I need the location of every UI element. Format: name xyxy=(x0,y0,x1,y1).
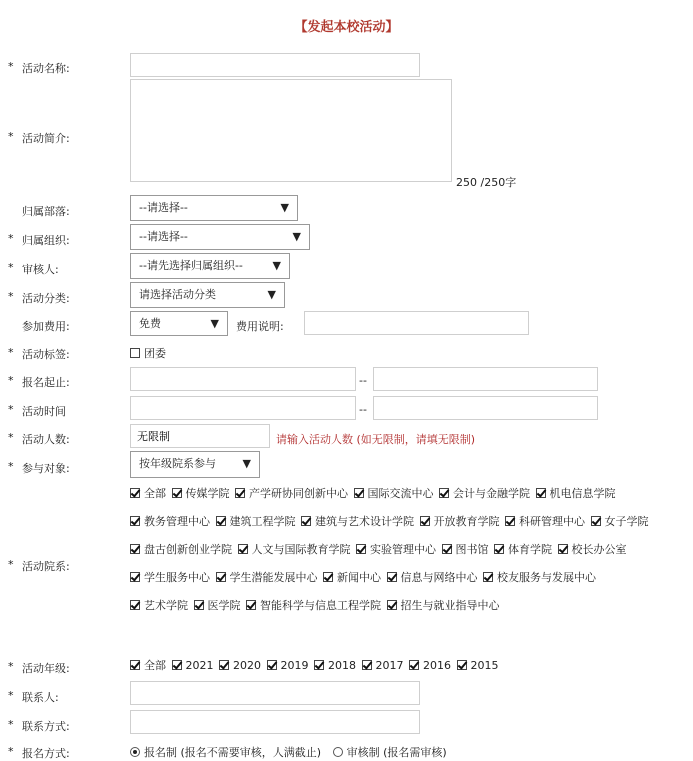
college-checkbox-label: 全部 xyxy=(144,487,166,500)
checkbox-checked-icon xyxy=(591,516,601,526)
label-department: 归属部落: xyxy=(22,205,70,218)
label-participant-count: 活动人数: xyxy=(22,433,70,446)
college-checkbox-item[interactable] xyxy=(130,571,210,584)
college-checkbox-item[interactable] xyxy=(246,599,381,612)
college-checkbox-item[interactable] xyxy=(216,571,318,584)
college-checkbox-item[interactable] xyxy=(172,487,230,500)
label-colleges: 活动院系: xyxy=(22,560,70,573)
checkbox-checked-icon xyxy=(130,488,140,498)
fee-select-value: 免费 xyxy=(139,317,161,330)
college-checkbox-label: 智能科学与信息工程学院 xyxy=(260,599,381,612)
college-checkbox-item[interactable] xyxy=(494,543,552,556)
reviewer-select-value: --请先选择归属组织-- xyxy=(139,259,243,272)
college-checkbox-item[interactable] xyxy=(130,487,166,500)
checkbox-checked-icon xyxy=(314,660,324,670)
triangle-down-icon: ▼ xyxy=(242,457,251,470)
activity-end-input[interactable] xyxy=(373,396,598,420)
label-organization: 归属组织: xyxy=(22,234,70,247)
college-checkbox-item[interactable] xyxy=(483,571,596,584)
activity-name-input[interactable] xyxy=(130,53,420,77)
college-checkbox-label: 教务管理中心 xyxy=(144,515,210,528)
required-star: * xyxy=(8,660,14,673)
label-activity-intro: 活动简介: xyxy=(22,132,70,145)
grade-checkbox-item[interactable] xyxy=(314,659,356,672)
college-checkbox-item[interactable] xyxy=(505,515,585,528)
target-select[interactable] xyxy=(130,451,260,478)
college-checkbox-label: 建筑工程学院 xyxy=(229,515,296,528)
grade-checkbox-label: 2018 xyxy=(328,659,356,672)
grade-checkbox-label: 2017 xyxy=(375,659,404,672)
required-star: * xyxy=(8,346,14,359)
participant-count-input[interactable] xyxy=(130,424,270,448)
required-star: * xyxy=(8,431,14,444)
college-checkbox-item[interactable] xyxy=(387,571,478,584)
college-checkbox-label: 校友服务与发展中心 xyxy=(497,571,596,584)
label-grades: 活动年级: xyxy=(22,662,70,675)
range-separator: -- xyxy=(359,403,367,416)
college-checkbox-label: 产学研协同创新中心 xyxy=(249,487,348,500)
grade-checkbox-item[interactable] xyxy=(362,659,404,672)
radio-option-enroll[interactable] xyxy=(130,746,321,759)
grade-checkbox-label: 2020 xyxy=(233,659,261,672)
college-checkbox-item[interactable] xyxy=(238,543,351,556)
college-checkbox-label: 艺术学院 xyxy=(144,599,188,612)
grade-checkbox-item[interactable] xyxy=(219,659,261,672)
required-star: * xyxy=(8,60,14,73)
checkbox-checked-icon xyxy=(420,516,430,526)
required-star: * xyxy=(8,718,14,731)
required-star: * xyxy=(8,558,14,571)
college-checkbox-item[interactable] xyxy=(130,543,232,556)
label-fee-note: 费用说明: xyxy=(236,320,284,333)
college-checkbox-label: 体育学院 xyxy=(508,543,552,556)
label-fee: 参加费用: xyxy=(22,320,70,333)
college-checkbox-item[interactable] xyxy=(536,487,616,500)
range-separator: -- xyxy=(359,374,367,387)
department-select[interactable] xyxy=(130,195,298,221)
category-select[interactable] xyxy=(130,282,285,308)
required-star: * xyxy=(8,130,14,143)
label-signup-period: 报名起止: xyxy=(22,376,70,389)
checkbox-checked-icon xyxy=(216,516,226,526)
grade-checkbox-label: 2016 xyxy=(423,659,451,672)
checkbox-checked-icon xyxy=(505,516,515,526)
checkbox-checked-icon xyxy=(194,600,204,610)
signup-method-radio-group xyxy=(130,744,447,760)
checkbox-checked-icon xyxy=(246,600,256,610)
college-checkbox-label: 人文与国际教育学院 xyxy=(251,543,351,556)
grade-checkbox-item[interactable] xyxy=(130,659,166,672)
college-checkbox-label: 学生服务中心 xyxy=(144,571,210,584)
college-checkbox-label: 校长办公室 xyxy=(571,543,627,556)
college-checkbox-item[interactable] xyxy=(235,487,348,500)
category-select-value: 请选择活动分类 xyxy=(139,288,216,301)
label-reviewer: 审核人: xyxy=(22,263,59,276)
fee-select[interactable] xyxy=(130,311,228,336)
required-star: * xyxy=(8,374,14,387)
radio-option-enroll-label: 报名制 (报名不需要审核，人满截止) xyxy=(144,746,322,759)
college-checkbox-item[interactable] xyxy=(301,515,414,528)
checkbox-checked-icon xyxy=(558,544,568,554)
label-contact-method: 联系方式: xyxy=(22,720,70,733)
label-activity-name: 活动名称: xyxy=(22,62,70,75)
activity-start-input[interactable] xyxy=(130,396,356,420)
grade-checkbox-item[interactable] xyxy=(172,659,214,672)
required-star: * xyxy=(8,689,14,702)
required-star: * xyxy=(8,460,14,473)
checkbox-checked-icon xyxy=(442,544,452,554)
college-checkbox-item[interactable] xyxy=(130,515,210,528)
checkbox-checked-icon xyxy=(362,660,372,670)
college-checkbox-label: 新闻中心 xyxy=(337,571,381,584)
checkbox-checked-icon xyxy=(130,600,140,610)
checkbox-checked-icon xyxy=(483,572,493,582)
college-checkbox-label: 开放教育学院 xyxy=(433,515,500,528)
checkbox-checked-icon xyxy=(354,488,364,498)
participant-count-hint: 请输入活动人数 (如无限制，请填无限制) xyxy=(276,433,476,446)
college-checkbox-label: 会计与金融学院 xyxy=(453,487,530,500)
contact-input[interactable] xyxy=(130,681,420,705)
college-checkbox-item[interactable] xyxy=(354,487,434,500)
college-checkbox-label: 科研管理中心 xyxy=(519,515,585,528)
char-counter: 250 /250字 xyxy=(456,176,517,189)
label-activity-time: 活动时间 xyxy=(22,405,66,418)
radio-unselected-icon xyxy=(333,747,343,757)
college-checkbox-item[interactable] xyxy=(442,543,489,556)
checkbox-checked-icon xyxy=(130,516,140,526)
fee-note-input[interactable] xyxy=(304,311,529,335)
college-checkbox-label: 盘古创新创业学院 xyxy=(144,543,232,556)
grade-checkbox-label: 全部 xyxy=(144,659,166,672)
triangle-down-icon: ▼ xyxy=(210,317,219,330)
college-checkbox-label: 国际交流中心 xyxy=(367,487,434,500)
triangle-down-icon: ▼ xyxy=(280,201,289,214)
department-select-value: --请选择-- xyxy=(139,201,188,214)
college-checkbox-item[interactable] xyxy=(439,487,530,500)
college-checkbox-label: 招生与就业指导中心 xyxy=(400,599,500,612)
triangle-down-icon: ▼ xyxy=(272,259,281,272)
radio-option-review-label: 审核制 (报名需审核) xyxy=(346,746,447,759)
college-checkbox-label: 机电信息学院 xyxy=(549,487,616,500)
signup-start-input[interactable] xyxy=(130,367,356,391)
radio-option-review[interactable] xyxy=(333,746,447,759)
label-category: 活动分类: xyxy=(22,292,70,305)
radio-selected-icon xyxy=(130,747,140,757)
college-checkbox-label: 图书馆 xyxy=(455,543,489,556)
label-tags: 活动标签: xyxy=(22,348,70,361)
contact-method-input[interactable] xyxy=(130,710,420,734)
triangle-down-icon: ▼ xyxy=(267,288,276,301)
college-checkbox-item[interactable] xyxy=(130,599,188,612)
checkbox-unchecked-icon xyxy=(130,348,140,358)
checkbox-checked-icon xyxy=(235,488,245,498)
triangle-down-icon: ▼ xyxy=(292,230,301,243)
organization-select-value: --请选择-- xyxy=(139,230,188,243)
college-checkbox-label: 信息与网络中心 xyxy=(400,571,478,584)
college-checkbox-label: 学生潜能发展中心 xyxy=(229,571,318,584)
college-checkbox-label: 传媒学院 xyxy=(185,487,230,500)
college-checkbox-item[interactable] xyxy=(387,599,500,612)
checkbox-checked-icon xyxy=(536,488,546,498)
college-checkbox-label: 医学院 xyxy=(207,599,241,612)
checkbox-checked-icon xyxy=(216,572,226,582)
college-checkbox-label: 建筑与艺术设计学院 xyxy=(315,515,414,528)
required-star: * xyxy=(8,232,14,245)
colleges-checkbox-group xyxy=(130,480,660,620)
grade-checkbox-label: 2021 xyxy=(185,659,214,672)
label-target: 参与对象: xyxy=(22,462,70,475)
checkbox-checked-icon xyxy=(172,660,182,670)
checkbox-checked-icon xyxy=(130,544,140,554)
checkbox-checked-icon xyxy=(387,572,397,582)
checkbox-checked-icon xyxy=(409,660,419,670)
college-checkbox-item[interactable] xyxy=(194,599,241,612)
tag-checkbox[interactable] xyxy=(130,345,166,361)
checkbox-checked-icon xyxy=(439,488,449,498)
college-checkbox-item[interactable] xyxy=(420,515,500,528)
college-checkbox-label: 女子学院 xyxy=(604,515,649,528)
college-checkbox-item[interactable] xyxy=(558,543,627,556)
college-checkbox-item[interactable] xyxy=(216,515,296,528)
grade-checkbox-item[interactable] xyxy=(267,659,309,672)
organization-select[interactable] xyxy=(130,224,310,250)
tag-label: 团委 xyxy=(144,347,166,360)
target-select-value: 按年级院系参与 xyxy=(139,457,216,470)
required-star: * xyxy=(8,403,14,416)
checkbox-checked-icon xyxy=(494,544,504,554)
activity-intro-textarea[interactable] xyxy=(130,79,452,182)
label-signup-method: 报名方式: xyxy=(22,747,70,760)
required-star: * xyxy=(8,290,14,303)
checkbox-checked-icon xyxy=(130,572,140,582)
checkbox-checked-icon xyxy=(238,544,248,554)
checkbox-checked-icon xyxy=(172,488,182,498)
checkbox-checked-icon xyxy=(267,660,277,670)
checkbox-checked-icon xyxy=(356,544,366,554)
page-title: 【发起本校活动】 xyxy=(294,20,399,35)
checkbox-checked-icon xyxy=(130,660,140,670)
reviewer-select[interactable] xyxy=(130,253,290,279)
college-checkbox-label: 实验管理中心 xyxy=(370,543,436,556)
checkbox-checked-icon xyxy=(323,572,333,582)
grade-checkbox-item[interactable] xyxy=(457,659,499,672)
grade-checkbox-label: 2019 xyxy=(280,659,309,672)
signup-end-input[interactable] xyxy=(373,367,598,391)
grade-checkbox-item[interactable] xyxy=(409,659,451,672)
checkbox-checked-icon xyxy=(219,660,229,670)
checkbox-checked-icon xyxy=(387,600,397,610)
grades-checkbox-group xyxy=(130,652,660,680)
checkbox-checked-icon xyxy=(457,660,467,670)
college-checkbox-item[interactable] xyxy=(356,543,436,556)
checkbox-checked-icon xyxy=(301,516,311,526)
college-checkbox-item[interactable] xyxy=(591,515,649,528)
required-star: * xyxy=(8,745,14,758)
grade-checkbox-label: 2015 xyxy=(470,659,499,672)
label-contact: 联系人: xyxy=(22,691,59,704)
college-checkbox-item[interactable] xyxy=(323,571,381,584)
required-star: * xyxy=(8,261,14,274)
